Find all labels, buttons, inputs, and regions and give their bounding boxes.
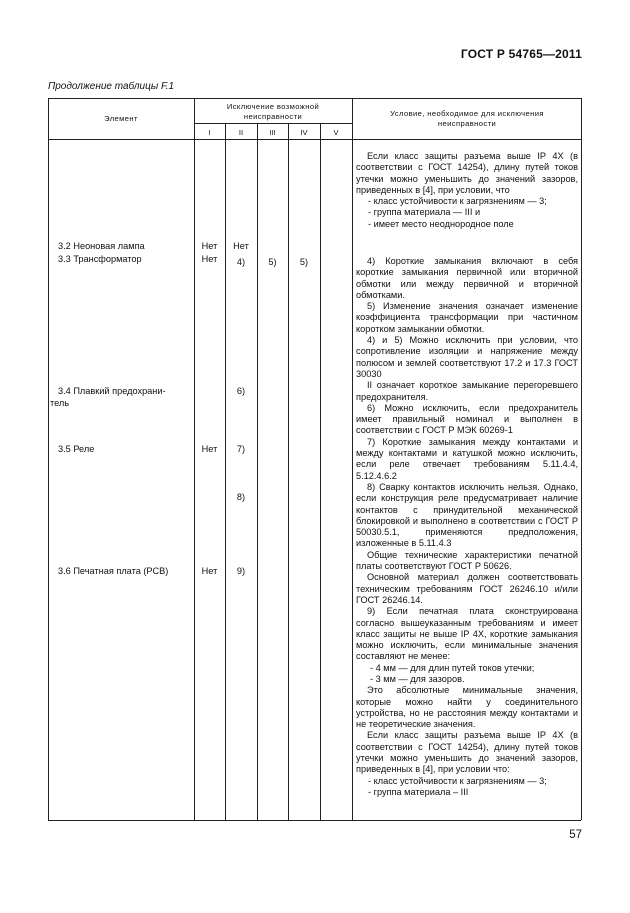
conditions-block	[356, 256, 578, 798]
column-header-element: Элемент	[104, 114, 138, 123]
condition-transformer-5: 5) Изменение значения означает изменение коэффициента трансформации при частичном коротком замыкании обмотки.	[356, 301, 578, 334]
condition-relay-8: 8) Сварку контактов исключить нельзя. Однако, если конструкция реле предусматривает наличие контактов с принудительной механической блокировкой и выполнено в соответствии с ГОСТ Р 50030.5.1, применяются предположения, изложенные в 5.11.4.3	[356, 481, 578, 549]
column-header-ii: II	[238, 128, 244, 137]
column-divider-condition	[352, 98, 353, 820]
document-standard-number: ГОСТ Р 54765—2011	[460, 47, 582, 61]
mark-transformer-iii: 5)	[268, 257, 277, 267]
condition-pcb-material: Основной материал должен соответствовать техническим требованиям ГОСТ 26246.10 и/или ГОСТ 26246.14.	[356, 572, 578, 605]
element-relay: 3.5 Реле	[58, 444, 95, 454]
mark-relay-weld-ii: 8)	[236, 492, 246, 502]
top-continuation-block	[356, 151, 578, 230]
element-neon-lamp: 3.2 Неоновая лампа	[58, 241, 145, 251]
column-divider-element	[194, 98, 195, 820]
condition-pcb-9: 9) Если печатная плата сконструирована согласно вышеуказанным требованиям и имеет класс защиты не выше IP 4X, короткие замыкания можно исключить, если минимальные значения составляют не менее:	[356, 606, 578, 662]
page-number: 57	[569, 829, 582, 841]
mark-transformer-ii: 4)	[236, 257, 246, 267]
column-divider-ii	[257, 123, 258, 820]
column-divider-iv	[320, 123, 321, 820]
roman-header-rule	[194, 123, 352, 124]
column-divider-iii	[288, 123, 289, 820]
condition-relay-7: 7) Короткие замыкания между контактами и между контактами и катушкой можно исключить, если реле отвечает требованиям 5.11.4.4, 5.12.4.6.2	[356, 436, 578, 481]
element-fuse-line2: тель	[50, 398, 70, 408]
condition-list-item: - группа материала — III и	[368, 207, 481, 218]
element-fuse-line1: 3.4 Плавкий предохрани-	[58, 386, 166, 396]
condition-fuse-ii: II означает короткое замыкание перегоревшего предохранителя.	[356, 380, 578, 402]
mark-transformer-i: Нет	[201, 254, 218, 264]
table-left-border	[48, 98, 49, 820]
element-transformer: 3.3 Трансформатор	[58, 254, 142, 264]
mark-transformer-iv: 5)	[299, 257, 309, 267]
column-divider-i	[225, 123, 226, 820]
condition-list-item: - группа материала – III	[368, 786, 469, 797]
table-bottom-rule	[48, 820, 581, 821]
condition-pcb-general: Общие технические характеристики печатной платы соответствуют ГОСТ Р 50626.	[356, 549, 578, 572]
column-header-i: I	[208, 128, 211, 137]
condition-list-item: - класс устойчивости к загрязнениям — 3;	[368, 775, 547, 786]
table-caption: Продолжение таблицы F.1	[48, 81, 175, 92]
mark-neon-i: Нет	[201, 241, 218, 251]
mark-fuse-ii: 6)	[236, 386, 246, 396]
condition-paragraph: Если класс защиты разъема выше IP 4X (в соответствии с ГОСТ 14254), длину путей токов утечки можно уменьшить до значений зазоров, приведенных в [4], при условии, что	[356, 151, 578, 195]
column-header-v: V	[333, 128, 339, 137]
mark-pcb-ii: 9)	[236, 566, 246, 576]
table-right-border	[581, 98, 582, 820]
column-header-exclusion: Исключение возможной неисправности	[226, 102, 320, 121]
condition-list-item: - 3 мм — для зазоров.	[370, 673, 465, 684]
condition-pcb-absolute: Это абсолютные минимальные значения, которые можно найти у соединительного устройства, но не расстояния между контактами и не теоретические значения.	[356, 685, 578, 730]
element-pcb: 3.6 Печатная плата (PCB)	[58, 566, 169, 576]
condition-list-item: - класс устойчивости к загрязнениям — 3;	[368, 196, 547, 207]
condition-pcb-ip4x: Если класс защиты разъема выше IP 4X (в соответствии с ГОСТ 14254), длину путей токов утечки можно уменьшить до значений зазоров, приведенных в [4], при условии что:	[356, 730, 578, 775]
column-header-condition: Условие, необходимое для исключения неисправности	[390, 109, 544, 128]
condition-transformer-4-5: 4) и 5) Можно исключить при условии, что сопротивление изоляции и напряжение между полюсом и землей соответствуют 17.2 и 17.3 ГОСТ 30030	[356, 335, 578, 379]
condition-transformer-4: 4) Короткие замыкания включают в себя короткие замыкания первичной или вторичной обмотки или между первичной и вторичной обмотками.	[356, 256, 578, 300]
condition-list-item: - имеет место неоднородное поле	[368, 218, 514, 229]
column-header-iii: III	[269, 128, 276, 137]
column-header-iv: IV	[300, 128, 308, 137]
mark-relay-ii: 7)	[236, 444, 246, 454]
mark-neon-ii: Нет	[233, 241, 249, 251]
mark-relay-i: Нет	[201, 444, 218, 454]
header-bottom-rule	[48, 139, 581, 140]
table-top-rule	[48, 98, 581, 99]
condition-fuse-6: 6) Можно исключить, если предохранитель имеет правильный номинал и выполнен в соответствии с ГОСТ Р МЭК 60269-1	[356, 402, 578, 436]
mark-pcb-i: Нет	[201, 566, 218, 576]
condition-list-item: - 4 мм — для длин путей токов утечки;	[370, 662, 535, 673]
